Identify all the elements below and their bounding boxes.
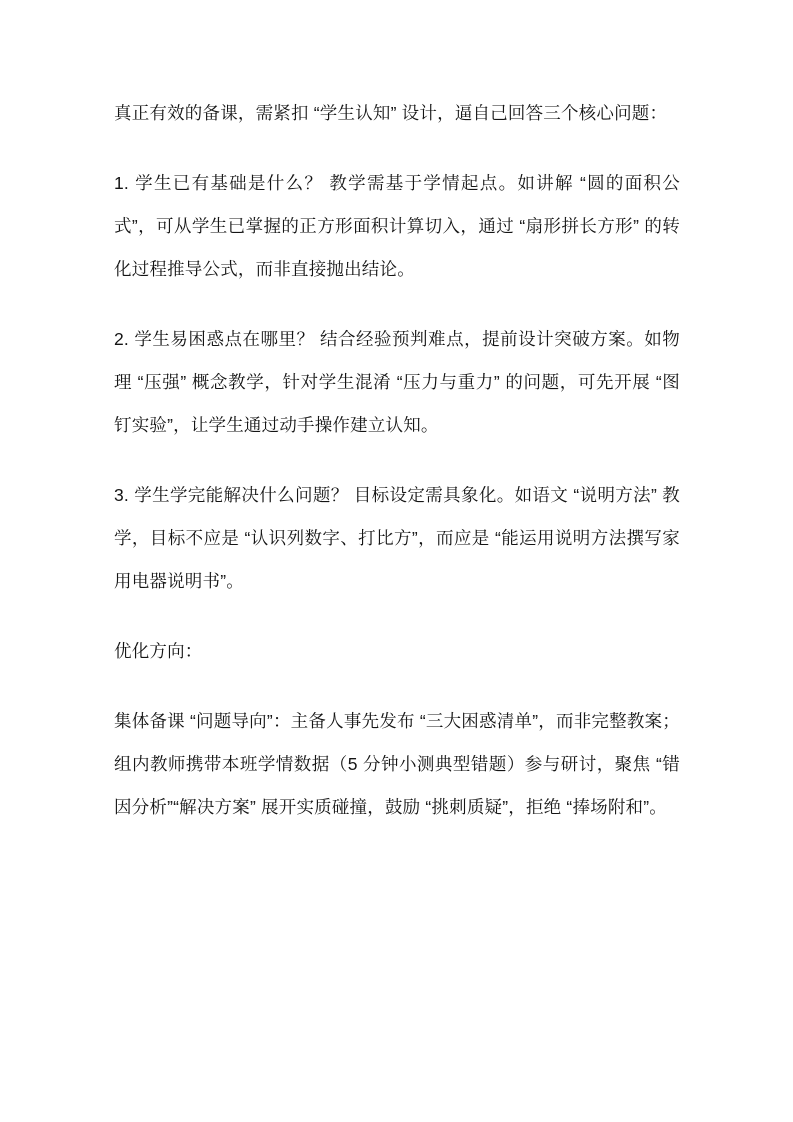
paragraph-question-3: 3. 学生学完能解决什么问题？ 目标设定需具象化。如语文 “说明方法” 教学，目标不应是 “认识列数字、打比方”，而应是 “能运用说明方法撰写家用电器说明书”。 xyxy=(114,485,680,591)
paragraph-section-heading: 优化方向： xyxy=(114,641,203,661)
paragraph-intro: 真正有效的备课，需紧扣 “学生认知” 设计，逼自己回答三个核心问题： xyxy=(114,103,668,123)
document-body xyxy=(114,92,680,829)
paragraph-question-2: 2. 学生易困惑点在哪里？ 结合经验预判难点，提前设计突破方案。如物理 “压强” 概念教学，针对学生混淆 “压力与重力” 的问题，可先开展 “图钉实验”，让学生通过动手操作建立认知。 xyxy=(114,329,680,435)
paragraph-optimization-detail: 集体备课 “问题导向”：主备人事先发布 “三大困惑清单”，而非完整教案；组内教师携带本班学情数据（5 分钟小测典型错题）参与研讨，聚焦 “错因分析”“解决方案” 展开实质碰撞，鼓励 “挑刺质疑”，拒绝 “捧场附和”。 xyxy=(114,711,680,817)
paragraph-question-1: 1. 学生已有基础是什么？ 教学需基于学情起点。如讲解 “圆的面积公式”，可从学生已掌握的正方形面积计算切入，通过 “扇形拼长方形” 的转化过程推导公式，而非直接抛出结论。 xyxy=(114,173,680,279)
